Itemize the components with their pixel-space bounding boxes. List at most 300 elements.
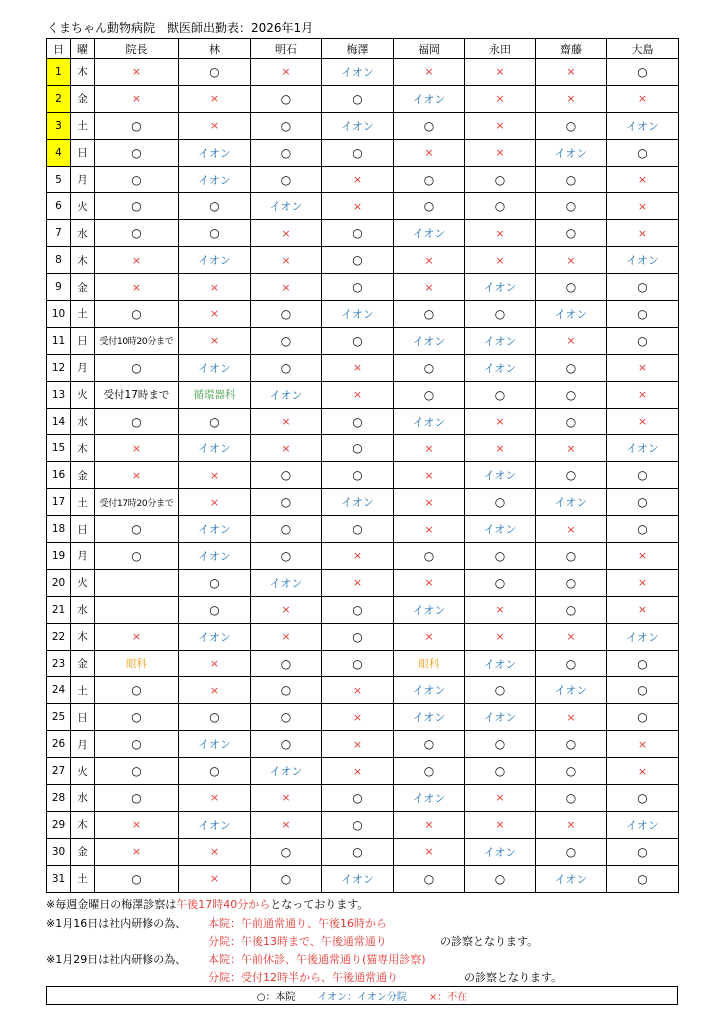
schedule-mark: イオン <box>554 496 588 510</box>
schedule-cell <box>251 327 322 354</box>
schedule-mark: ○ <box>565 280 577 295</box>
schedule-cell <box>179 59 251 86</box>
schedule-cell <box>95 596 179 623</box>
schedule-cell <box>394 623 465 650</box>
schedule-mark: ○ <box>131 414 142 429</box>
schedule-cell <box>536 247 607 274</box>
schedule-mark: ○ <box>494 764 506 779</box>
schedule-cell <box>394 596 465 623</box>
schedule-mark: イオン <box>341 119 374 133</box>
schedule-mark: 受付17時まで <box>103 389 170 402</box>
schedule-cell <box>251 677 322 704</box>
schedule-cell <box>536 543 607 570</box>
schedule-mark: × <box>209 119 220 133</box>
schedule-cell <box>95 220 179 247</box>
schedule-mark: × <box>637 737 648 751</box>
schedule-cell <box>607 677 679 704</box>
schedule-mark: ○ <box>637 522 648 537</box>
table-row <box>47 193 679 220</box>
schedule-mark: イオン <box>341 307 374 321</box>
schedule-mark: ○ <box>565 656 577 671</box>
schedule-cell <box>607 274 679 301</box>
schedule-mark: ○ <box>131 360 142 375</box>
date-cell: 15 <box>47 435 71 462</box>
schedule-mark: × <box>281 791 291 805</box>
weekday-cell: 水 <box>71 596 95 623</box>
schedule-cell <box>179 785 251 812</box>
weekday-cell: 土 <box>71 301 95 328</box>
schedule-cell <box>251 381 322 408</box>
schedule-cell <box>536 623 607 650</box>
schedule-mark: ○ <box>209 710 220 725</box>
column-header: 齋藤 <box>536 39 607 59</box>
schedule-mark: × <box>209 657 220 671</box>
schedule-cell <box>95 758 179 785</box>
schedule-mark: イオン <box>554 307 588 321</box>
schedule-cell <box>607 301 679 328</box>
schedule-cell <box>465 354 536 381</box>
schedule-cell <box>322 569 394 596</box>
schedule-cell <box>465 677 536 704</box>
schedule-cell <box>394 139 465 166</box>
date-cell: 22 <box>47 623 71 650</box>
date-cell: 13 <box>47 381 71 408</box>
schedule-mark: × <box>131 92 142 106</box>
schedule-cell <box>179 677 251 704</box>
schedule-cell <box>179 220 251 247</box>
schedule-cell <box>95 838 179 865</box>
schedule-mark: × <box>209 92 220 106</box>
column-header: 大島 <box>607 39 679 59</box>
schedule-cell <box>536 435 607 462</box>
schedule-cell <box>465 247 536 274</box>
schedule-cell <box>251 112 322 139</box>
schedule-cell <box>465 596 536 623</box>
schedule-mark: イオン <box>198 738 231 752</box>
schedule-cell <box>607 704 679 731</box>
schedule-mark: ○ <box>637 468 648 483</box>
schedule-cell <box>251 516 322 543</box>
schedule-mark: ○ <box>131 710 142 725</box>
schedule-mark: × <box>352 683 363 697</box>
schedule-mark: 眼科 <box>126 658 147 671</box>
schedule-mark: ○ <box>131 306 142 321</box>
weekday-cell: 水 <box>71 785 95 812</box>
schedule-cell <box>607 112 679 139</box>
schedule-cell <box>179 758 251 785</box>
column-header: 院長 <box>95 39 179 59</box>
schedule-mark: イオン <box>412 415 446 429</box>
schedule-mark: ○ <box>280 871 292 886</box>
schedule-cell <box>179 301 251 328</box>
schedule-mark: × <box>566 92 576 106</box>
date-cell: 14 <box>47 408 71 435</box>
schedule-mark: ○ <box>352 91 363 106</box>
schedule-mark: ○ <box>637 656 648 671</box>
schedule-mark: × <box>637 576 648 590</box>
schedule-mark: × <box>424 146 434 160</box>
schedule-mark: × <box>637 226 648 240</box>
schedule-mark: ○ <box>565 172 577 187</box>
table-row <box>47 569 679 596</box>
schedule-cell <box>179 354 251 381</box>
schedule-mark: ○ <box>637 790 648 805</box>
schedule-cell <box>179 596 251 623</box>
schedule-cell <box>251 166 322 193</box>
schedule-cell <box>322 704 394 731</box>
schedule-cell <box>95 112 179 139</box>
schedule-mark: ○ <box>565 118 577 133</box>
schedule-mark: ○ <box>637 64 648 79</box>
schedule-cell <box>607 462 679 489</box>
schedule-mark: × <box>424 441 434 455</box>
schedule-mark: × <box>352 388 363 402</box>
schedule-mark: ○ <box>423 871 435 886</box>
schedule-mark: ○ <box>131 522 142 537</box>
schedule-cell <box>95 247 179 274</box>
schedule-cell <box>95 85 179 112</box>
schedule-cell <box>465 112 536 139</box>
schedule-mark: × <box>352 361 363 375</box>
schedule-cell <box>179 623 251 650</box>
schedule-mark: ○ <box>637 280 648 295</box>
schedule-mark: イオン <box>198 549 231 563</box>
schedule-cell <box>394 408 465 435</box>
schedule-mark: イオン <box>412 227 446 241</box>
schedule-mark: ○ <box>352 441 363 456</box>
schedule-cell <box>322 139 394 166</box>
schedule-cell <box>394 112 465 139</box>
schedule-mark: × <box>424 468 434 482</box>
schedule-cell <box>536 139 607 166</box>
schedule-cell <box>95 677 179 704</box>
weekday-cell: 土 <box>71 112 95 139</box>
schedule-mark: ○ <box>280 91 292 106</box>
schedule-cell <box>536 569 607 596</box>
weekday-cell: 日 <box>71 327 95 354</box>
schedule-table <box>46 38 679 893</box>
schedule-cell <box>251 758 322 785</box>
schedule-mark: × <box>637 415 648 429</box>
schedule-mark: × <box>566 253 576 267</box>
schedule-mark: イオン <box>626 254 659 268</box>
schedule-cell <box>394 865 465 892</box>
schedule-cell <box>251 596 322 623</box>
schedule-cell <box>95 354 179 381</box>
schedule-mark: ○ <box>352 253 363 268</box>
schedule-cell <box>322 274 394 301</box>
schedule-cell <box>95 381 179 408</box>
schedule-mark: イオン <box>554 684 588 698</box>
date-cell: 1 <box>47 59 71 86</box>
schedule-cell <box>95 785 179 812</box>
weekday-cell: 日 <box>71 516 95 543</box>
schedule-cell <box>322 462 394 489</box>
schedule-cell <box>536 327 607 354</box>
schedule-cell <box>322 811 394 838</box>
schedule-cell <box>394 220 465 247</box>
date-cell: 12 <box>47 354 71 381</box>
schedule-mark: ○ <box>280 118 292 133</box>
schedule-cell <box>95 193 179 220</box>
table-row <box>47 112 679 139</box>
table-row <box>47 166 679 193</box>
schedule-mark: × <box>495 791 505 805</box>
legend-aeon-branch: イオン：イオン分院 <box>317 992 407 1003</box>
table-row <box>47 838 679 865</box>
schedule-mark: ○ <box>637 710 648 725</box>
schedule-mark: ○ <box>131 118 142 133</box>
table-row <box>47 543 679 570</box>
schedule-mark: × <box>131 468 142 482</box>
schedule-mark: イオン <box>198 442 231 456</box>
schedule-mark: × <box>209 468 220 482</box>
schedule-cell <box>607 85 679 112</box>
schedule-cell <box>322 516 394 543</box>
date-cell: 7 <box>47 220 71 247</box>
schedule-cell <box>251 462 322 489</box>
schedule-mark: ○ <box>131 226 142 241</box>
schedule-mark: ○ <box>352 790 363 805</box>
schedule-cell <box>465 462 536 489</box>
schedule-cell <box>322 758 394 785</box>
schedule-mark: イオン <box>554 146 588 160</box>
schedule-cell <box>536 489 607 516</box>
schedule-cell <box>536 596 607 623</box>
table-row <box>47 596 679 623</box>
schedule-cell <box>394 838 465 865</box>
schedule-mark: ○ <box>131 764 142 779</box>
schedule-mark: × <box>281 226 291 240</box>
schedule-cell <box>465 785 536 812</box>
schedule-cell <box>95 435 179 462</box>
schedule-mark: イオン <box>269 388 303 402</box>
schedule-mark: × <box>209 845 220 859</box>
schedule-cell <box>251 220 322 247</box>
schedule-cell <box>179 327 251 354</box>
schedule-cell <box>394 301 465 328</box>
date-cell: 5 <box>47 166 71 193</box>
schedule-mark: ○ <box>352 656 363 671</box>
schedule-cell <box>465 139 536 166</box>
schedule-mark: イオン <box>626 442 659 456</box>
schedule-cell <box>465 301 536 328</box>
schedule-mark: × <box>131 441 142 455</box>
schedule-mark: × <box>352 549 363 563</box>
table-row <box>47 677 679 704</box>
schedule-cell <box>536 274 607 301</box>
schedule-cell <box>95 543 179 570</box>
date-cell: 20 <box>47 569 71 596</box>
schedule-mark: イオン <box>626 119 659 133</box>
schedule-mark: × <box>495 415 505 429</box>
schedule-mark: ○ <box>280 172 292 187</box>
note-honin-29: 本院：午前休診、午後通常通り(猫専用診察) <box>208 953 426 966</box>
column-header: 日 <box>47 39 71 59</box>
schedule-mark: × <box>495 253 505 267</box>
schedule-mark: ○ <box>423 764 435 779</box>
schedule-cell <box>322 166 394 193</box>
schedule-cell <box>179 811 251 838</box>
schedule-cell <box>465 85 536 112</box>
schedule-mark: ○ <box>280 495 292 510</box>
schedule-mark: × <box>637 361 648 375</box>
schedule-mark: ○ <box>565 575 577 590</box>
table-row <box>47 301 679 328</box>
schedule-cell <box>607 435 679 462</box>
schedule-cell <box>394 435 465 462</box>
column-header: 明石 <box>251 39 322 59</box>
schedule-mark: × <box>131 845 142 859</box>
schedule-mark: 受付17時20分まで <box>99 498 174 509</box>
schedule-mark: ○ <box>352 522 363 537</box>
schedule-cell <box>251 247 322 274</box>
schedule-mark: ○ <box>637 145 648 160</box>
schedule-mark: ○ <box>637 495 648 510</box>
schedule-cell <box>465 166 536 193</box>
schedule-mark: イオン <box>269 200 303 214</box>
schedule-cell <box>465 731 536 758</box>
schedule-mark: × <box>424 818 434 832</box>
schedule-mark: ○ <box>565 764 577 779</box>
schedule-mark: ○ <box>494 495 506 510</box>
schedule-cell <box>179 838 251 865</box>
schedule-mark: ○ <box>423 199 435 214</box>
schedule-cell <box>394 193 465 220</box>
schedule-mark: イオン <box>412 711 446 725</box>
schedule-mark: ○ <box>494 683 506 698</box>
schedule-cell <box>607 408 679 435</box>
schedule-mark: ○ <box>280 522 292 537</box>
schedule-cell <box>607 516 679 543</box>
schedule-cell <box>394 677 465 704</box>
schedule-cell <box>394 811 465 838</box>
schedule-cell <box>251 435 322 462</box>
schedule-cell <box>607 381 679 408</box>
schedule-mark: × <box>281 818 291 832</box>
schedule-cell <box>465 758 536 785</box>
schedule-cell <box>322 489 394 516</box>
schedule-mark: イオン <box>198 146 231 160</box>
schedule-cell <box>607 489 679 516</box>
weekday-cell: 日 <box>71 704 95 731</box>
note-bunin-16: 分院：午後13時まで、午後通常通り <box>208 935 387 948</box>
date-cell: 4 <box>47 139 71 166</box>
schedule-mark: イオン <box>554 872 588 886</box>
schedule-mark: × <box>281 415 291 429</box>
schedule-cell <box>607 596 679 623</box>
date-cell: 10 <box>47 301 71 328</box>
schedule-mark: イオン <box>483 469 517 483</box>
table-row <box>47 327 679 354</box>
weekday-cell: 月 <box>71 543 95 570</box>
schedule-cell <box>95 327 179 354</box>
schedule-cell <box>95 139 179 166</box>
schedule-mark: ○ <box>565 737 577 752</box>
schedule-cell <box>465 838 536 865</box>
table-row <box>47 704 679 731</box>
schedule-mark: × <box>131 280 142 294</box>
schedule-mark: ○ <box>280 360 292 375</box>
schedule-cell <box>179 112 251 139</box>
schedule-mark: × <box>131 65 142 79</box>
schedule-mark: × <box>352 199 363 213</box>
schedule-cell <box>95 623 179 650</box>
schedule-mark: × <box>495 441 505 455</box>
schedule-cell <box>322 247 394 274</box>
schedule-cell <box>251 650 322 677</box>
schedule-cell <box>322 327 394 354</box>
table-row <box>47 650 679 677</box>
schedule-cell <box>179 865 251 892</box>
date-cell: 21 <box>47 596 71 623</box>
weekday-cell: 金 <box>71 274 95 301</box>
schedule-cell <box>394 569 465 596</box>
date-cell: 28 <box>47 785 71 812</box>
schedule-cell <box>394 731 465 758</box>
table-row <box>47 623 679 650</box>
schedule-cell <box>251 274 322 301</box>
schedule-mark: × <box>281 603 291 617</box>
schedule-cell <box>322 731 394 758</box>
schedule-mark: ○ <box>352 226 363 241</box>
schedule-cell <box>465 220 536 247</box>
schedule-cell <box>95 274 179 301</box>
schedule-cell <box>536 381 607 408</box>
schedule-mark: × <box>131 818 142 832</box>
schedule-mark: ○ <box>352 817 363 832</box>
schedule-cell <box>536 677 607 704</box>
schedule-cell <box>465 274 536 301</box>
schedule-cell <box>465 408 536 435</box>
schedule-cell <box>394 650 465 677</box>
schedule-mark: ○ <box>280 145 292 160</box>
schedule-cell <box>607 193 679 220</box>
schedule-cell <box>179 731 251 758</box>
schedule-mark: イオン <box>626 630 659 644</box>
schedule-cell <box>251 408 322 435</box>
schedule-cell <box>322 623 394 650</box>
column-header: 永田 <box>465 39 536 59</box>
schedule-mark: × <box>637 764 648 778</box>
schedule-mark: × <box>637 173 648 186</box>
column-header: 福岡 <box>394 39 465 59</box>
schedule-mark: × <box>424 280 434 294</box>
schedule-cell <box>394 489 465 516</box>
schedule-mark: 受付10時20分まで <box>99 337 174 348</box>
schedule-mark: ○ <box>280 306 292 321</box>
schedule-cell <box>179 462 251 489</box>
schedule-cell <box>251 623 322 650</box>
schedule-mark: × <box>637 549 648 563</box>
schedule-cell <box>536 301 607 328</box>
schedule-cell <box>179 435 251 462</box>
schedule-cell <box>465 543 536 570</box>
schedule-mark: ○ <box>637 844 648 859</box>
note-text: となっております。 <box>270 898 369 911</box>
legend-absent: ×：不在 <box>428 992 468 1003</box>
schedule-mark: × <box>566 441 576 455</box>
date-cell: 11 <box>47 327 71 354</box>
schedule-cell <box>536 785 607 812</box>
schedule-mark: × <box>424 845 434 859</box>
schedule-cell <box>394 274 465 301</box>
table-row <box>47 139 679 166</box>
legend-main-clinic: ○：本院 <box>256 992 296 1003</box>
schedule-cell <box>95 865 179 892</box>
schedule-mark: × <box>566 522 576 536</box>
schedule-cell <box>465 811 536 838</box>
